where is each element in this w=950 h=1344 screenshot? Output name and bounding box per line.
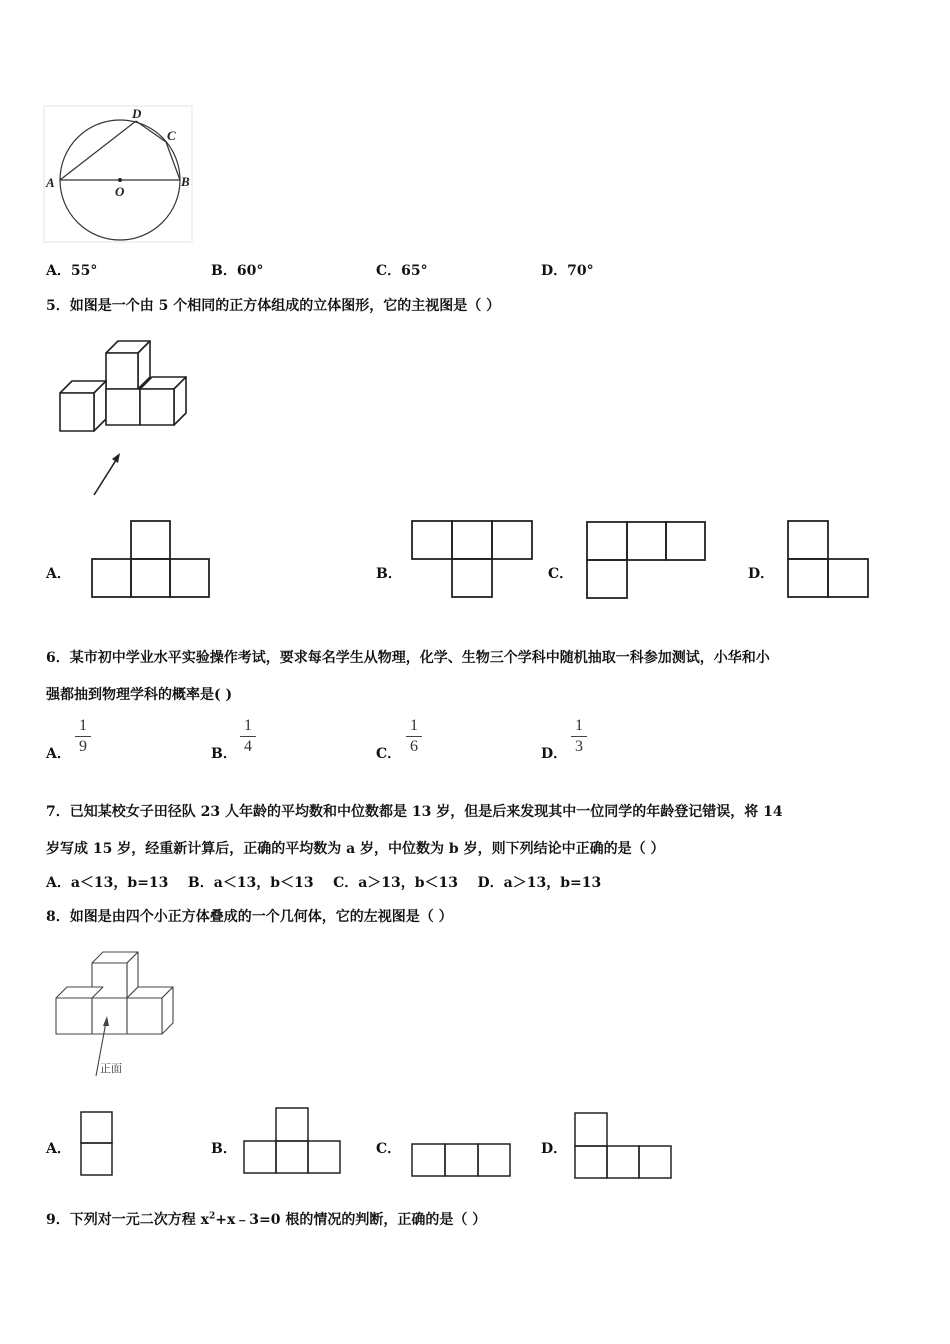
q5-option-b-figure[interactable] bbox=[410, 519, 538, 601]
q4-circle-figure bbox=[42, 102, 202, 247]
q5-option-b[interactable]: B． bbox=[376, 566, 402, 582]
q5-cube-figure bbox=[50, 335, 195, 505]
view-arrow bbox=[94, 457, 118, 495]
front-label: 正面 bbox=[100, 1062, 122, 1075]
q6-option-c-fraction: 1 6 bbox=[404, 718, 424, 755]
q5-stem: 5．如图是一个由 5 个相同的正方体组成的立体图形，它的主视图是（ ） bbox=[46, 298, 501, 314]
q5-option-d[interactable]: D． bbox=[748, 566, 775, 582]
q5-option-c-figure[interactable] bbox=[585, 520, 710, 602]
chord-cb bbox=[166, 142, 180, 180]
q7-options[interactable]: A．a＜13，b=13 B．a＜13，b＜13 C．a＞13，b＜13 D．a＞13，b=13 bbox=[46, 875, 602, 891]
q4-option-d[interactable]: D．70° bbox=[541, 263, 594, 279]
q6-option-b[interactable]: B． bbox=[211, 746, 237, 762]
q8-stem: 8．如图是由四个小正方体叠成的一个几何体，它的左视图是（ ） bbox=[46, 909, 453, 925]
q8-option-b[interactable]: B． bbox=[211, 1141, 237, 1157]
q6-option-a-fraction: 1 9 bbox=[73, 718, 93, 755]
q9-exponent: 2 bbox=[208, 1211, 216, 1222]
q8-option-b-figure[interactable] bbox=[242, 1106, 344, 1176]
q9-stem: 9．下列对一元二次方程 $x^2+x﹣3=0$ 根的情况的判断，正确的是（ ） bbox=[46, 1211, 487, 1228]
q5-option-a-figure[interactable] bbox=[90, 519, 215, 601]
q6-option-d[interactable]: D． bbox=[541, 746, 568, 762]
q8-cube-figure bbox=[52, 950, 187, 1080]
center-point-o bbox=[118, 178, 122, 182]
label-c: C bbox=[167, 128, 176, 143]
q7-stem-line1: 7．已知某校女子田径队 23 人年龄的平均数和中位数都是 13 岁，但是后来发现其中一位同学的年龄登记错误，将 14 bbox=[46, 804, 783, 820]
label-o: O bbox=[115, 184, 125, 199]
q5-option-c[interactable]: C． bbox=[548, 566, 574, 582]
label-b: B bbox=[181, 174, 190, 189]
q6-stem-line2: 强都抽到物理学科的概率是( ) bbox=[46, 687, 233, 703]
q6-option-c[interactable]: C． bbox=[376, 746, 402, 762]
q8-option-c[interactable]: C． bbox=[376, 1141, 402, 1157]
q7-stem-line2: 岁写成 15 岁，经重新计算后，正确的平均数为 a 岁，中位数为 b 岁，则下列结论中正确的是（ ） bbox=[46, 841, 665, 857]
q8-option-c-figure[interactable] bbox=[410, 1142, 514, 1180]
q6-stem-line1: 6．某市初中学业水平实验操作考试，要求每名学生从物理，化学、生物三个学科中随机抽取一科参加测试，小华和小 bbox=[46, 650, 770, 666]
q8-option-a[interactable]: A． bbox=[46, 1141, 71, 1157]
q8-option-d[interactable]: D． bbox=[541, 1141, 568, 1157]
q5-option-d-figure[interactable] bbox=[786, 519, 872, 601]
label-a: A bbox=[46, 175, 55, 190]
chord-ad bbox=[60, 121, 136, 180]
q4-option-c[interactable]: C．65° bbox=[376, 263, 428, 279]
q6-option-a[interactable]: A． bbox=[46, 746, 71, 762]
label-d: D bbox=[132, 106, 142, 121]
q6-option-d-fraction: 1 3 bbox=[569, 718, 589, 755]
q6-option-b-fraction: 1 4 bbox=[238, 718, 258, 755]
q8-option-a-figure[interactable] bbox=[79, 1110, 115, 1178]
q4-option-a[interactable]: A．55° bbox=[46, 263, 98, 279]
q8-option-d-figure[interactable] bbox=[573, 1111, 675, 1181]
chord-dc bbox=[136, 121, 166, 142]
q4-option-b[interactable]: B．60° bbox=[211, 263, 264, 279]
q5-option-a[interactable]: A． bbox=[46, 566, 71, 582]
